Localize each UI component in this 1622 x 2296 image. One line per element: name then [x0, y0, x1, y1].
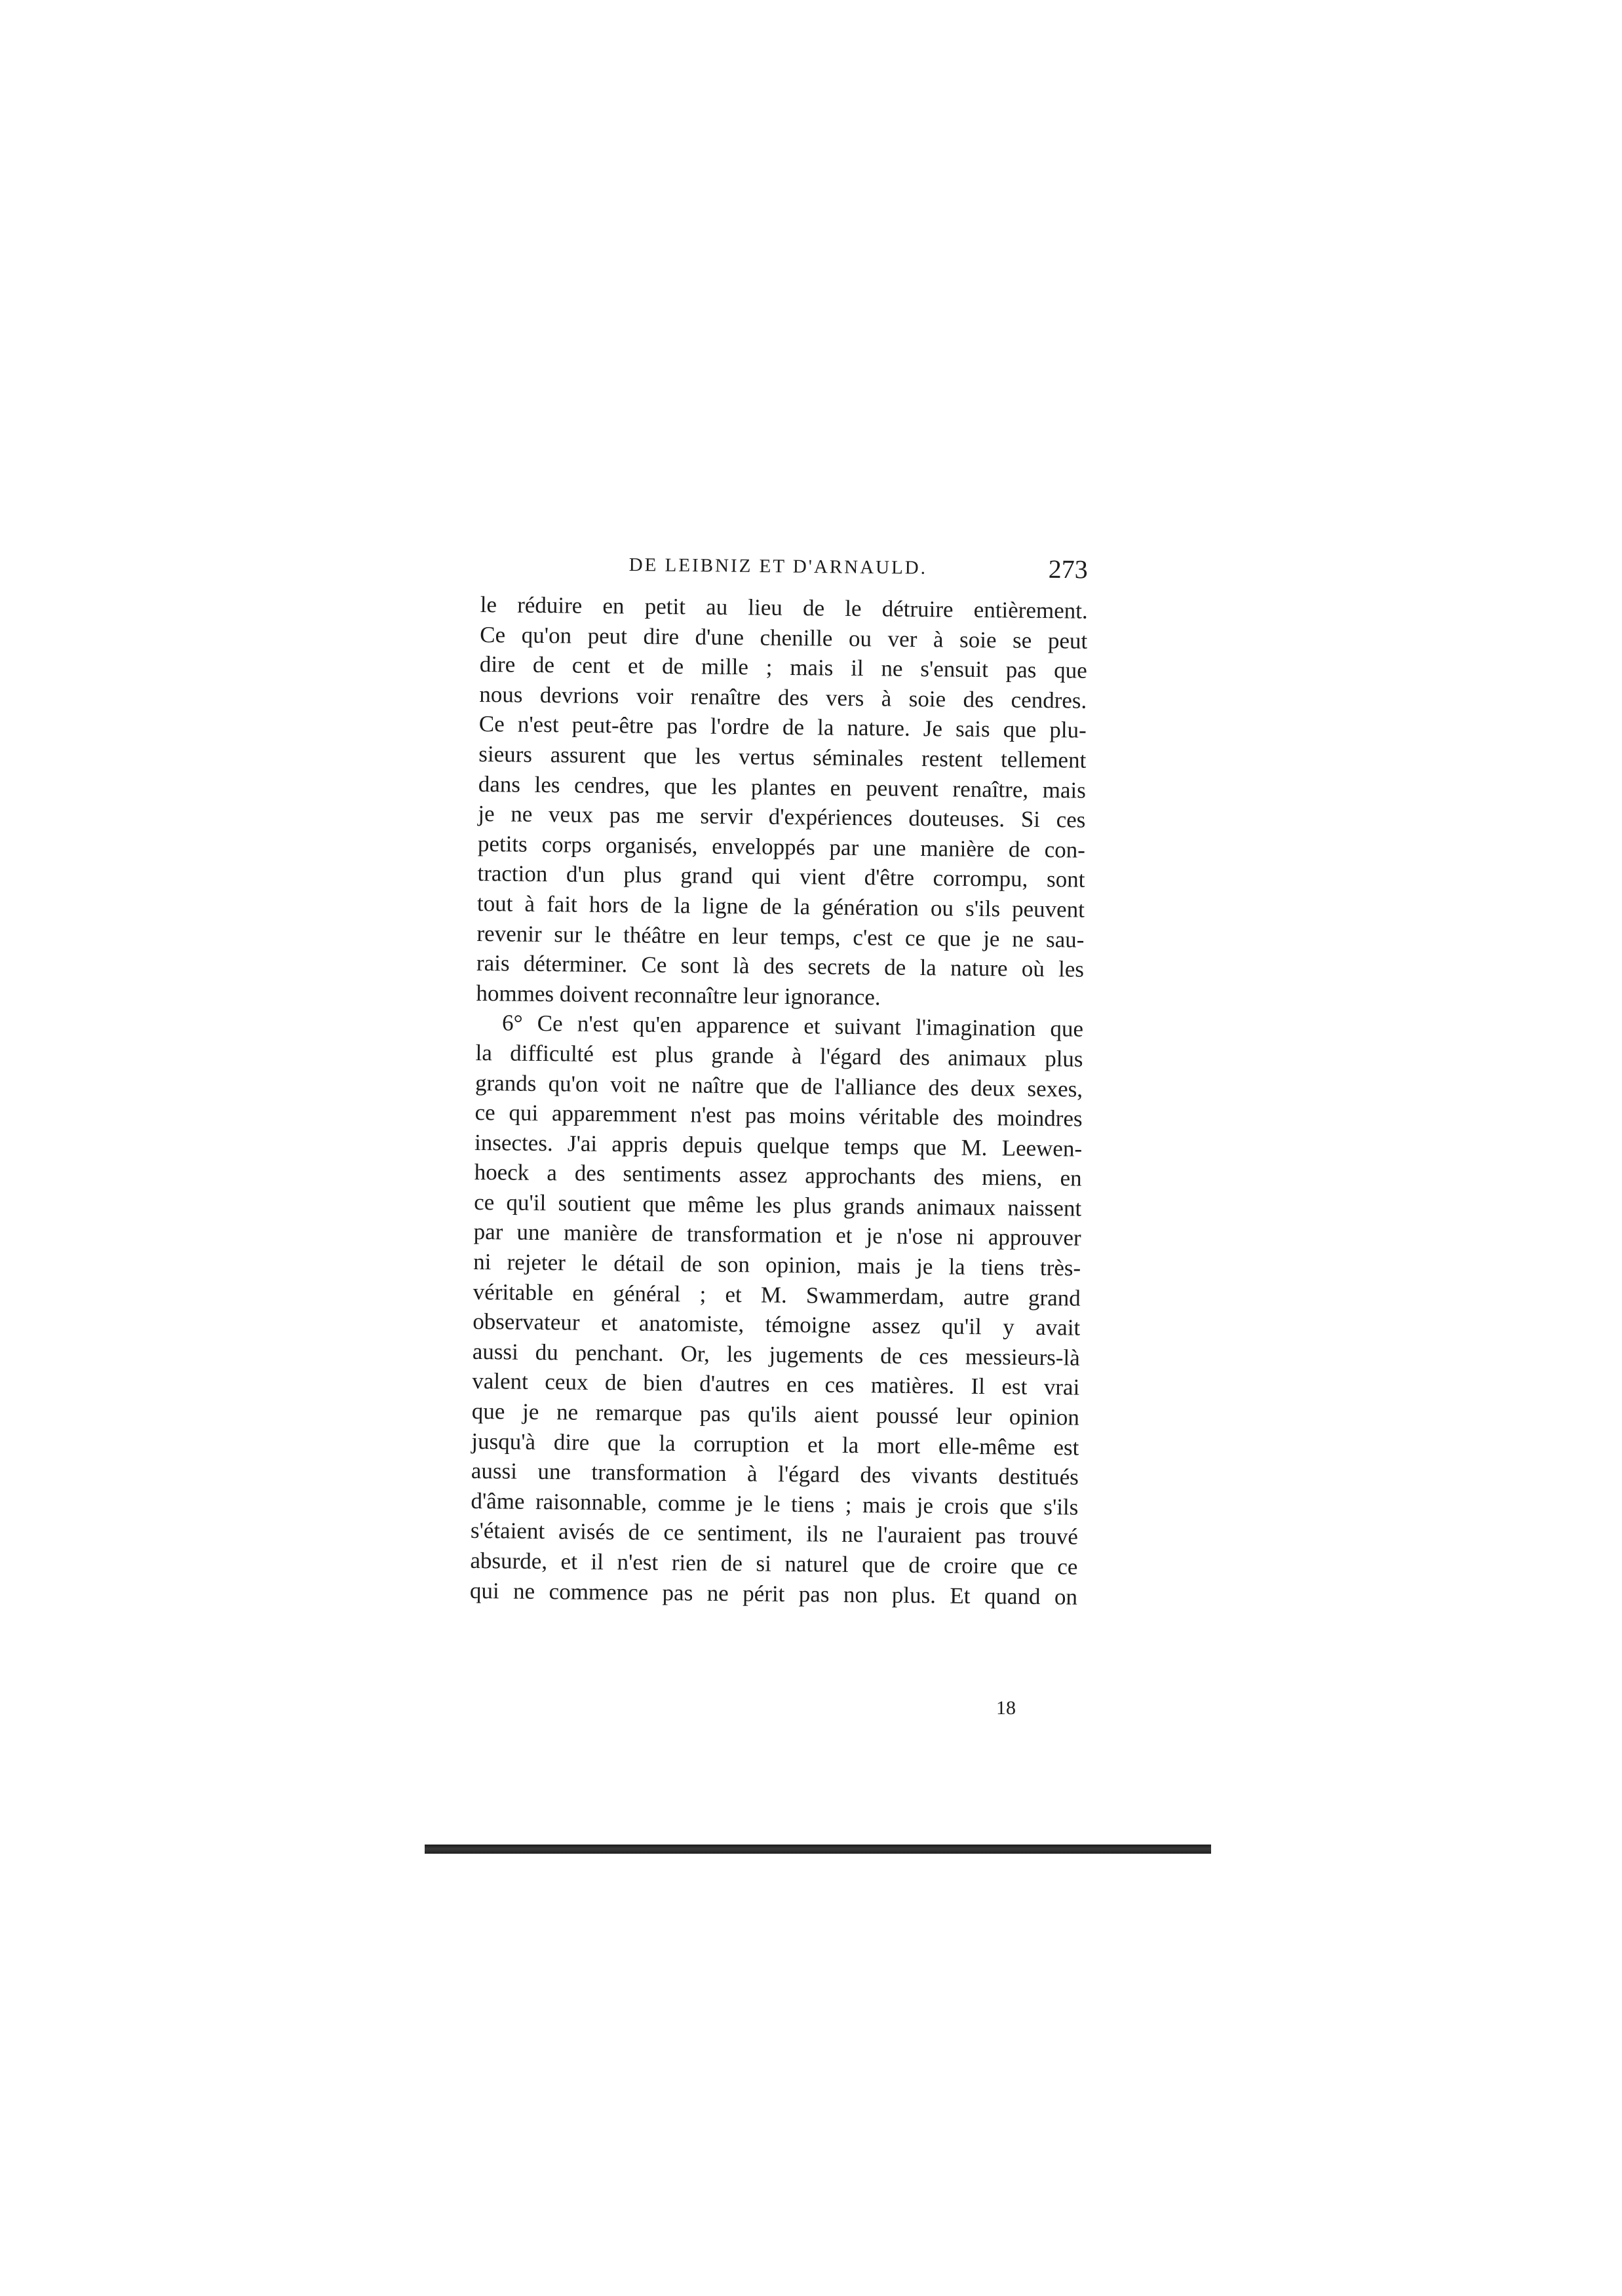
text-line: hommes doivent reconnaître leur ignorance.: [476, 980, 881, 1010]
text-line: que je ne remarque pas qu'ils aient poussé leur opinion: [471, 1398, 1080, 1430]
text-line: d'âme raisonnable, comme je le tiens ; mais je crois que s'ils: [471, 1487, 1079, 1520]
text-line: dans les cendres, que les plantes en peuvent renaître, mais: [478, 771, 1087, 803]
text-line: petits corps organisés, enveloppés par une manière de con-: [477, 830, 1086, 863]
page-number: 273: [1048, 554, 1088, 584]
text-line: valent ceux de bien d'autres en ces matières. Il est vrai: [472, 1368, 1080, 1401]
text-line: le réduire en petit au lieu de le détruire entièrement.: [480, 591, 1088, 624]
text-line: sieurs assurent que les vertus séminales restent tellement: [478, 740, 1087, 773]
text-line: véritable en général ; et M. Swammerdam, autre grand: [473, 1278, 1081, 1311]
body-text: [470, 590, 1088, 1612]
text-line: Ce n'est peut-être pas l'ordre de la nature. Je sais que plu-: [478, 711, 1087, 744]
text-line: s'étaient avisés de ce sentiment, ils ne l'auraient pas trouvé: [470, 1518, 1079, 1550]
text-line: tout à fait hors de la ligne de la génération ou s'ils peuvent: [476, 890, 1085, 923]
text-line: jusqu'à dire que la corruption et la mort elle-même est: [471, 1428, 1079, 1461]
scan-edge-rule: [425, 1845, 1211, 1854]
text-line: absurde, et il n'est rien de si naturel que de croire que ce: [470, 1547, 1078, 1580]
text-line: ce qui apparemment n'est pas moins véritable des moindres: [474, 1100, 1083, 1132]
text-line: par une manière de transformation et je n'ose ni approuver: [473, 1219, 1081, 1252]
running-title: DE LEIBNIZ ET D'ARNAULD.: [628, 554, 928, 579]
text-line: dire de cent et de mille ; mais il ne s'ensuit pas que: [479, 651, 1087, 683]
text-line: traction d'un plus grand qui vient d'être corrompu, sont: [477, 860, 1085, 893]
text-line: hoeck a des sentiments assez approchants des miens, en: [474, 1159, 1082, 1191]
text-line: 6° Ce n'est qu'en apparence et suivant l'imagination que: [501, 1010, 1084, 1042]
text-line: insectes. J'ai appris depuis quelque temps que M. Leewen-: [474, 1129, 1083, 1162]
text-line: nous devrions voir renaître des vers à soie des cendres.: [479, 681, 1087, 714]
running-head: [628, 549, 1087, 586]
text-line: observateur et anatomiste, témoigne assez qu'il y avait: [473, 1309, 1081, 1341]
text-line: grands qu'on voit ne naître que de l'alliance des deux sexes,: [474, 1069, 1083, 1102]
text-line: aussi une transformation à l'égard des vivants destitués: [471, 1458, 1079, 1490]
text-line: Ce qu'on peut dire d'une chenille ou ver à soie se peut: [480, 621, 1088, 654]
text-line: qui ne commence pas ne périt pas non plus. Et quand on: [469, 1577, 1078, 1610]
text-line: la difficulté est plus grande à l'égard des animaux plus: [475, 1039, 1083, 1072]
text-line: ni rejeter le détail de son opinion, mais je la tiens très-: [473, 1249, 1081, 1281]
text-line: ce qu'il soutient que même les plus grands animaux naissent: [474, 1189, 1082, 1221]
text-line: aussi du penchant. Or, les jugements de ces messieurs-là: [472, 1338, 1080, 1371]
text-line: je ne veux pas me servir d'expériences douteuses. Si ces: [478, 801, 1086, 833]
text-line: revenir sur le théâtre en leur temps, c'est ce que je ne sau-: [476, 920, 1085, 953]
text-line: rais déterminer. Ce sont là des secrets de la nature où les: [476, 950, 1085, 982]
signature-mark: 18: [996, 1697, 1016, 1719]
